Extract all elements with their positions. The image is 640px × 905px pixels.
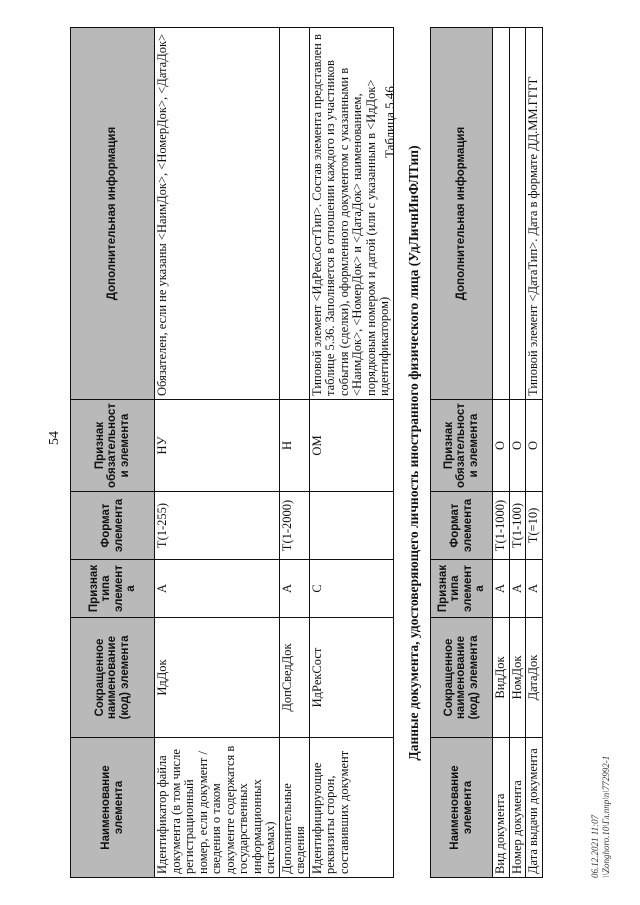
table-cell: T(1-255) — [155, 492, 280, 560]
column-header: Признак обязательности элемента — [71, 400, 155, 492]
table-cell: Идентифицирующие реквизиты сторон, составивших документ — [309, 738, 393, 878]
table-cell: НомДок — [509, 618, 526, 738]
column-header: Сокращенное наименование (код) элемента — [431, 618, 493, 738]
table-cell: Дата выдачи документа — [526, 738, 543, 878]
table-cell: ОМ — [309, 400, 393, 492]
table-row — [309, 28, 393, 878]
table-cell: ДопСведДок — [279, 618, 309, 738]
table-cell: А — [279, 560, 309, 618]
table-cell: А — [155, 560, 280, 618]
rotated-content — [70, 28, 630, 878]
table-cell: Номер документа — [509, 738, 526, 878]
table-cell: Н — [279, 400, 309, 492]
table-cell: Вид документа — [493, 738, 510, 878]
table-header-row — [71, 28, 155, 878]
table-cell: А — [493, 560, 510, 618]
column-header: Дополнительная информация — [71, 28, 155, 400]
table-cell: Дополнительные сведения — [279, 738, 309, 878]
column-header: Формат элемента — [71, 492, 155, 560]
table-cell: О — [493, 400, 510, 492]
table-cell: О — [509, 400, 526, 492]
table-cell: ИдДок — [155, 618, 280, 738]
table-cell — [509, 28, 526, 400]
table-cell — [309, 492, 393, 560]
table-cell: T(1-100) — [509, 492, 526, 560]
table-cell: T(=10) — [526, 492, 543, 560]
elements-table — [70, 27, 394, 878]
table-cell: ДатаДок — [526, 618, 543, 738]
column-header: Признак обязательности элемента — [431, 400, 493, 492]
table-cell: T(1-2000) — [279, 492, 309, 560]
document-data-table — [430, 27, 543, 878]
table-cell: Типовой элемент <ИдРекСостТип>. Состав элемента представлен в таблице 5.36. Заполняется в отношении каждого из участников события (сделки), оформленного документом с указанными в <НаимДок>, <НомерДок> и <ДатаДок> наименованием, порядковым номером и датой (или с указанным в <ИдДок> идентификатором) — [309, 28, 393, 400]
table-cell: О — [526, 400, 543, 492]
table-cell: С — [309, 560, 393, 618]
table-cell: ИдРекСост — [309, 618, 393, 738]
column-header: Дополнительная информация — [431, 28, 493, 400]
table-cell: Типовой элемент <ДатаТип>. Дата в формате ДД.ММ.ГГГГ — [526, 28, 543, 400]
table-cell: Обязателен, если не указаны <НаимДок>, <НомерДок>, <ДатаДок> — [155, 28, 280, 400]
table-label: Таблица 5.46 — [382, 86, 397, 158]
table-cell — [493, 28, 510, 400]
table-row — [155, 28, 280, 878]
table-row — [493, 28, 510, 878]
table-cell: T(1-1000) — [493, 492, 510, 560]
footer-stamp-path: \\Zonghoro.10\Гл.ппр\п\772992-1 — [601, 755, 611, 878]
table-cell: Идентификатор файла документа (в том числе регистрационный номер, если документ / сведения о таком документе содержатся в государственных информационных системах) — [155, 738, 280, 878]
table-header-row — [431, 28, 493, 878]
column-header: Признак типа элемента — [431, 560, 493, 618]
table-cell: НУ — [155, 400, 280, 492]
column-header: Признак типа элемента — [71, 560, 155, 618]
table-cell: А — [509, 560, 526, 618]
footer-stamp — [590, 756, 612, 878]
column-header: Наименование элемента — [431, 738, 493, 878]
table-row — [526, 28, 543, 878]
table-row — [279, 28, 309, 878]
column-header: Наименование элемента — [71, 738, 155, 878]
table-row — [509, 28, 526, 878]
footer-stamp-date: 06.12.2021 11:07 — [590, 814, 600, 878]
table-cell — [279, 28, 309, 400]
table-title: Данные документа, удостоверяющего личность иностранного физического лица (УдЛичнИнФЛТип) — [406, 145, 421, 761]
column-header: Сокращенное наименование (код) элемента — [71, 618, 155, 738]
table-cell: А — [526, 560, 543, 618]
table-cell: ВидДок — [493, 618, 510, 738]
column-header: Формат элемента — [431, 492, 493, 560]
page-number: 54 — [47, 431, 62, 445]
